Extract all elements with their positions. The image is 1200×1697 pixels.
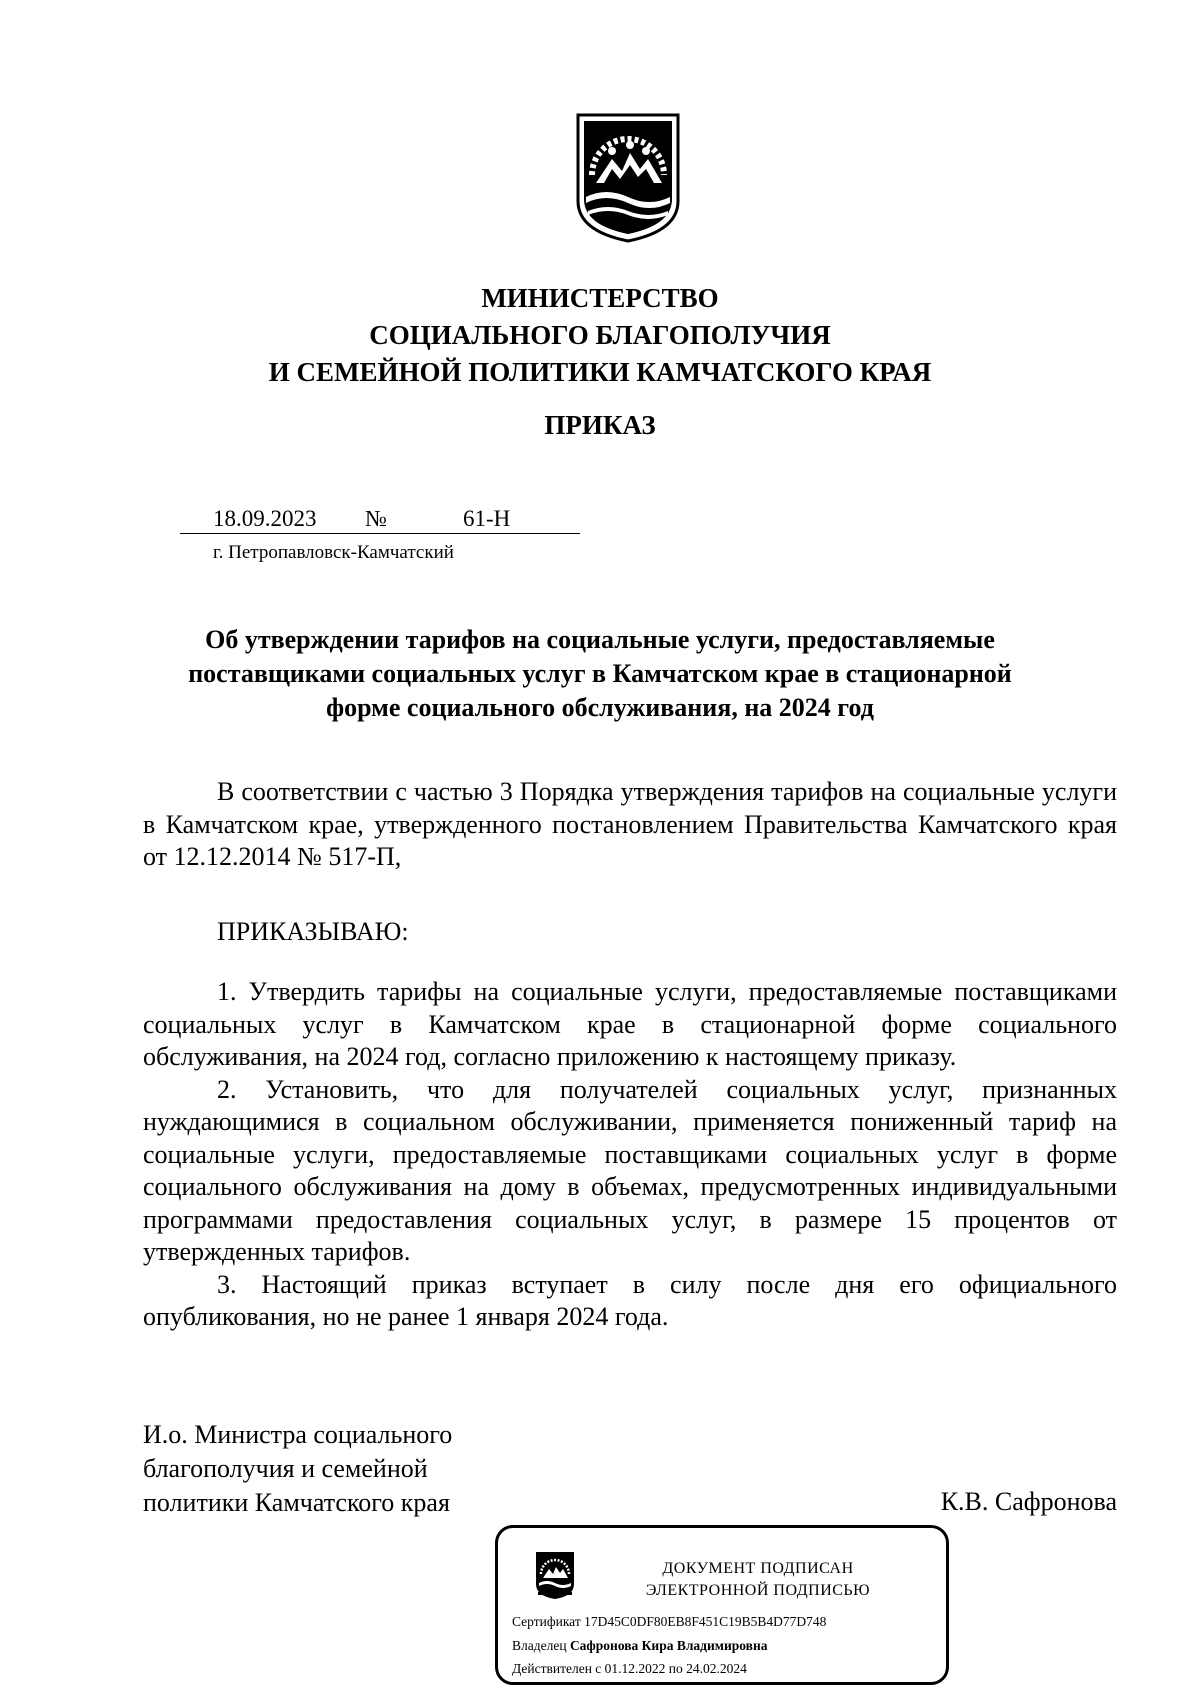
ministry-name [0, 280, 1200, 391]
order-number: 61-Н [463, 506, 511, 531]
order-item-3: 3. Настоящий приказ вступает в силу после дня его официального опубликования, но не ранее 1 января 2024 года. [143, 1269, 1117, 1331]
stamp-title-line-2: ЭЛЕКТРОННОЙ ПОДПИСЬЮ [645, 1582, 871, 1599]
valid-to-label: по [668, 1661, 683, 1676]
order-date: 18.09.2023 [213, 506, 317, 531]
order-item-2: 2. Установить, что для получателей социальных услуг, признанных нуждающимися в социальном обслуживании, применяется пониженный тариф на социальные услуги, предоставляемые поставщиками социальных услуг в форме социального обслуживания на дому в объемах, предусмотренных индивидуальными программами предоставления социальных услуг, в размере 15 процентов от утвержденных тарифов. [143, 1074, 1117, 1266]
ministry-line-2: СОЦИАЛЬНОГО БЛАГОПОЛУЧИЯ [369, 320, 831, 350]
signer-position-line-1: И.о. Министра социального [143, 1420, 453, 1449]
stamp-certificate [512, 1614, 826, 1630]
signer-name: К.В. Сафронова [940, 1487, 1117, 1516]
stamp-owner [512, 1638, 768, 1654]
cert-label: Сертификат [512, 1614, 581, 1629]
subject-line-2: поставщиками социальных услуг в Камчатском крае в стационарной [188, 659, 1012, 688]
stamp-title [608, 1558, 908, 1602]
e-signature-stamp [495, 1525, 949, 1685]
signer-position-line-3: политики Камчатского края [143, 1488, 450, 1517]
stamp-validity [512, 1661, 747, 1677]
subject-line-1: Об утверждении тарифов на социальные услуги, предоставляемые [205, 625, 995, 654]
number-sign: № [365, 506, 387, 531]
subject-line-3: форме социального обслуживания, на 2024 год [326, 693, 874, 722]
date-number-rule [180, 533, 580, 534]
city: г. Петропавловск-Камчатский [213, 542, 454, 563]
coat-of-arms-small-icon [534, 1550, 576, 1600]
order-item-1: 1. Утвердить тарифы на социальные услуги, предоставляемые поставщиками социальных услуг в Камчатском крае в стационарной форме социального обслуживания, на 2024 год, согласно приложению к настоящему приказу. [143, 977, 1117, 1071]
valid-from: 01.12.2022 [604, 1661, 666, 1676]
signer-position-line-2: благополучия и семейной [143, 1454, 428, 1483]
signer-position [143, 1418, 452, 1520]
cert-value: 17D45C0DF80EB8F451C19B5B4D77D748 [584, 1614, 827, 1629]
order-word: ПРИКАЗЫВАЮ: [217, 917, 409, 946]
preamble [143, 776, 1117, 874]
order-subject [160, 623, 1040, 725]
ministry-line-1: МИНИСТЕРСТВО [481, 283, 719, 313]
owner-value: Сафронова Кира Владимировна [569, 1638, 768, 1653]
ministry-line-3: И СЕМЕЙНОЙ ПОЛИТИКИ КАМЧАТСКОГО КРАЯ [268, 357, 932, 387]
valid-to: 24.02.2024 [686, 1661, 747, 1676]
stamp-title-line-1: ДОКУМЕНТ ПОДПИСАН [662, 1560, 854, 1577]
preamble-text: В соответствии с частью 3 Порядка утверждения тарифов на социальные услуги в Камчатском крае, утвержденного постановлением Правительства Камчатского края от 12.12.2014 № 517-П, [143, 777, 1117, 871]
document-type: ПРИКАЗ [544, 410, 656, 440]
valid-label: Действителен с [512, 1661, 602, 1676]
kamchatka-coat-of-arms-icon [574, 113, 682, 243]
order-items [143, 976, 1117, 1334]
owner-label: Владелец [512, 1638, 567, 1653]
